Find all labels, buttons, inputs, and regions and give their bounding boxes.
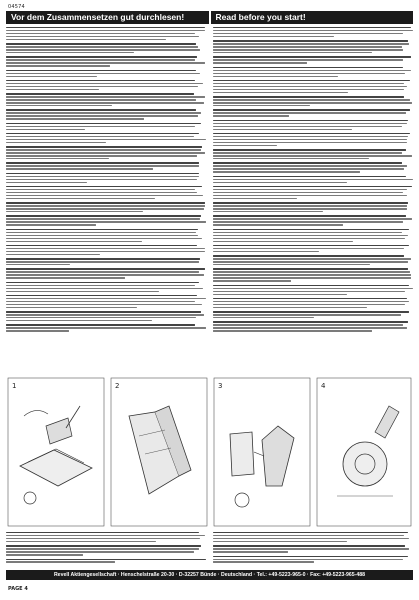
text-line — [6, 176, 199, 177]
text-line — [213, 129, 352, 130]
text-line — [213, 229, 409, 230]
text-line — [6, 186, 202, 187]
text-line — [6, 139, 206, 140]
text-line — [213, 221, 403, 222]
text-line — [6, 298, 206, 299]
text-line — [213, 186, 412, 187]
text-paragraph — [6, 295, 206, 308]
text-line — [6, 224, 96, 225]
text-line — [213, 205, 407, 206]
text-line — [213, 218, 412, 219]
text-line — [213, 238, 405, 239]
text-line — [6, 229, 198, 230]
text-line — [213, 76, 338, 77]
text-line — [213, 56, 411, 57]
text-line — [213, 52, 372, 53]
text-paragraph — [213, 215, 413, 225]
text-line — [213, 556, 408, 557]
text-line — [213, 49, 403, 50]
text-column-right — [213, 27, 413, 372]
text-line — [213, 535, 404, 536]
text-line — [6, 245, 197, 246]
text-line — [213, 202, 408, 203]
text-line — [6, 548, 199, 549]
text-line — [213, 179, 413, 180]
header-bar — [6, 11, 413, 24]
text-paragraph — [213, 67, 413, 77]
text-line — [6, 59, 195, 60]
text-paragraph — [6, 162, 206, 169]
text-paragraph — [6, 123, 206, 130]
text-line — [6, 43, 196, 44]
text-paragraph — [6, 258, 206, 265]
figure-3 — [212, 376, 312, 528]
text-paragraph — [6, 173, 206, 183]
text-line — [6, 205, 205, 206]
text-line — [6, 241, 142, 242]
text-line — [213, 301, 409, 302]
figure-2 — [109, 376, 209, 528]
svg-text:4: 4 — [321, 382, 326, 390]
text-line — [6, 76, 97, 77]
text-line — [213, 321, 408, 322]
text-paragraph — [6, 146, 206, 159]
text-paragraph — [213, 202, 413, 212]
text-line — [213, 532, 408, 533]
text-line — [6, 198, 155, 199]
text-line — [213, 224, 343, 225]
text-line — [213, 165, 407, 166]
text-line — [6, 155, 197, 156]
text-line — [213, 545, 405, 546]
instruction-page — [6, 4, 413, 596]
text-line — [213, 280, 291, 281]
svg-text:3: 3 — [218, 382, 223, 390]
text-line — [213, 538, 409, 539]
text-line — [6, 282, 199, 283]
text-line — [6, 146, 202, 147]
text-line — [6, 133, 199, 134]
text-line — [6, 105, 112, 106]
text-paragraph — [213, 186, 413, 199]
text-line — [6, 173, 199, 174]
text-line — [213, 46, 402, 47]
text-paragraph — [213, 96, 413, 106]
text-line — [6, 314, 204, 315]
text-line — [213, 168, 404, 169]
text-line — [213, 162, 402, 163]
text-line — [213, 291, 405, 292]
text-line — [6, 271, 199, 272]
text-paragraph — [6, 70, 206, 77]
text-line — [6, 192, 197, 193]
text-line — [213, 198, 297, 199]
text-paragraph — [213, 56, 413, 63]
text-line — [213, 271, 410, 272]
text-line — [6, 136, 194, 137]
text-line — [6, 165, 199, 166]
text-line — [6, 218, 200, 219]
text-paragraph — [6, 43, 206, 53]
text-line — [6, 93, 194, 94]
svg-text:1: 1 — [12, 382, 17, 390]
text-line — [213, 268, 408, 269]
text-paragraph — [213, 245, 413, 252]
text-line — [6, 102, 204, 103]
text-line — [6, 561, 115, 562]
text-paragraph — [213, 109, 413, 116]
text-line — [213, 83, 404, 84]
text-line — [6, 261, 199, 262]
text-line — [213, 33, 403, 34]
text-line — [6, 211, 143, 212]
text-line — [6, 304, 202, 305]
text-line — [213, 317, 314, 318]
text-line — [213, 70, 411, 71]
text-line — [213, 152, 402, 153]
text-line — [213, 109, 410, 110]
text-line — [213, 27, 411, 28]
figure-3-drawing — [212, 376, 312, 528]
text-line — [6, 320, 152, 321]
text-line — [6, 535, 205, 536]
text-line — [213, 155, 412, 156]
text-paragraph — [213, 556, 413, 563]
text-paragraph — [213, 162, 413, 172]
text-line — [6, 62, 205, 63]
text-line — [213, 327, 407, 328]
text-line — [6, 324, 195, 325]
text-line — [6, 149, 201, 150]
text-line — [6, 33, 195, 34]
text-paragraph — [213, 176, 413, 183]
text-line — [213, 171, 360, 172]
text-line — [6, 46, 198, 47]
text-line — [6, 80, 195, 81]
text-line — [6, 189, 195, 190]
text-line — [6, 232, 196, 233]
page-number: PAGE 4 — [8, 586, 28, 592]
text-line — [213, 176, 406, 177]
heading-english: Read before you start! — [211, 11, 414, 24]
text-line — [6, 238, 202, 239]
text-line — [6, 251, 205, 252]
text-line — [213, 255, 404, 256]
text-line — [213, 123, 407, 124]
text-line — [213, 248, 404, 249]
text-line — [213, 136, 408, 137]
illustration-strip — [6, 376, 413, 528]
text-line — [213, 86, 407, 87]
text-line — [6, 39, 166, 40]
text-line — [6, 158, 109, 159]
text-line — [213, 115, 289, 116]
text-paragraph — [6, 324, 206, 331]
text-line — [6, 317, 196, 318]
text-line — [6, 215, 201, 216]
text-line — [213, 330, 372, 331]
figure-4 — [315, 376, 413, 528]
text-line — [6, 551, 194, 552]
text-line — [6, 202, 205, 203]
text-line — [6, 99, 196, 100]
text-line — [213, 208, 407, 209]
text-paragraph — [6, 80, 206, 90]
text-line — [6, 258, 200, 259]
text-line — [6, 30, 205, 31]
text-line — [213, 559, 403, 560]
text-line — [6, 291, 159, 292]
text-line — [6, 89, 99, 90]
text-line — [6, 235, 198, 236]
text-line — [6, 96, 205, 97]
text-paragraph — [213, 27, 413, 37]
text-line — [213, 40, 408, 41]
text-line — [213, 102, 412, 103]
text-line — [213, 59, 403, 60]
text-line — [213, 232, 402, 233]
text-line — [213, 120, 408, 121]
text-line — [6, 129, 85, 130]
text-paragraph — [6, 93, 206, 106]
text-line — [6, 126, 195, 127]
text-line — [213, 112, 406, 113]
text-line — [6, 70, 196, 71]
figure-2-drawing — [109, 376, 209, 528]
text-line — [213, 158, 369, 159]
text-line — [213, 62, 307, 63]
figure-1-drawing — [6, 376, 106, 528]
text-paragraph — [213, 285, 413, 295]
text-paragraph — [213, 149, 413, 159]
text-line — [6, 208, 204, 209]
text-line — [213, 149, 406, 150]
text-line — [6, 264, 70, 265]
text-line — [6, 118, 144, 119]
text-line — [213, 182, 347, 183]
text-line — [6, 330, 69, 331]
text-line — [213, 99, 410, 100]
text-line — [213, 80, 410, 81]
text-paragraph — [213, 229, 413, 242]
text-line — [213, 258, 411, 259]
text-paragraph — [6, 559, 206, 563]
text-line — [6, 49, 200, 50]
text-line — [213, 245, 409, 246]
text-line — [213, 96, 404, 97]
text-line — [213, 235, 408, 236]
text-line — [213, 195, 407, 196]
text-line — [6, 112, 201, 113]
notes-right — [213, 532, 413, 566]
text-line — [213, 541, 347, 542]
text-paragraph — [213, 120, 413, 130]
text-paragraph — [6, 56, 206, 66]
text-line — [213, 561, 314, 562]
text-paragraph — [213, 298, 413, 308]
text-line — [6, 285, 195, 286]
text-paragraph — [6, 282, 206, 292]
text-line — [213, 304, 405, 305]
text-paragraph — [6, 229, 206, 242]
heading-german: Vor dem Zusammensetzen gut durchlesen! — [6, 11, 209, 24]
text-paragraph — [6, 545, 206, 555]
text-line — [213, 277, 411, 278]
text-line — [6, 254, 100, 255]
text-line — [6, 221, 206, 222]
text-line — [213, 133, 410, 134]
text-line — [213, 145, 277, 146]
text-line — [213, 251, 319, 252]
svg-text:2: 2 — [115, 382, 120, 390]
figure-1 — [6, 376, 106, 528]
text-line — [6, 268, 205, 269]
text-line — [213, 30, 413, 31]
text-line — [6, 301, 195, 302]
text-line — [213, 274, 411, 275]
text-line — [6, 162, 199, 163]
text-line — [213, 67, 403, 68]
text-line — [213, 311, 409, 312]
text-line — [6, 277, 125, 278]
text-line — [213, 551, 288, 552]
text-line — [6, 115, 198, 116]
text-line — [213, 126, 402, 127]
text-line — [6, 274, 204, 275]
text-line — [6, 52, 134, 53]
text-line — [213, 215, 406, 216]
text-line — [213, 241, 353, 242]
text-line — [213, 261, 408, 262]
text-line — [213, 139, 407, 140]
text-line — [213, 211, 323, 212]
text-column-left — [6, 27, 206, 372]
text-line — [6, 73, 200, 74]
text-line — [6, 182, 87, 183]
text-line — [213, 307, 367, 308]
text-line — [213, 548, 409, 549]
text-line — [213, 89, 404, 90]
text-paragraph — [6, 268, 206, 278]
text-paragraph — [213, 255, 413, 265]
text-line — [213, 264, 370, 265]
text-line — [213, 105, 310, 106]
text-line — [6, 109, 196, 110]
text-line — [6, 142, 106, 143]
text-line — [6, 554, 83, 555]
text-paragraph — [6, 532, 206, 542]
text-line — [6, 532, 199, 533]
text-paragraph — [6, 186, 206, 199]
text-line — [213, 192, 403, 193]
text-line — [6, 545, 201, 546]
text-line — [6, 86, 198, 87]
text-line — [213, 298, 407, 299]
text-line — [6, 541, 156, 542]
text-line — [213, 36, 334, 37]
text-line — [6, 27, 205, 28]
text-line — [6, 248, 205, 249]
text-line — [213, 43, 409, 44]
text-line — [213, 324, 403, 325]
text-line — [6, 559, 206, 560]
text-paragraph — [213, 532, 413, 542]
text-line — [6, 179, 197, 180]
text-line — [213, 73, 405, 74]
text-line — [6, 152, 205, 153]
text-line — [6, 327, 206, 328]
text-line — [213, 92, 348, 93]
text-line — [213, 189, 407, 190]
text-paragraph — [6, 133, 206, 143]
text-line — [6, 36, 199, 37]
figure-4-drawing — [315, 376, 413, 528]
text-paragraph — [213, 545, 413, 552]
text-paragraph — [6, 215, 206, 225]
text-line — [6, 168, 153, 169]
text-line — [6, 65, 110, 66]
text-paragraph — [6, 245, 206, 255]
text-line — [213, 142, 407, 143]
text-paragraph — [213, 321, 413, 331]
text-line — [6, 123, 201, 124]
text-paragraph — [6, 202, 206, 212]
text-line — [6, 195, 203, 196]
text-line — [213, 294, 347, 295]
text-paragraph — [6, 109, 206, 119]
text-line — [6, 295, 197, 296]
text-paragraph — [213, 40, 413, 53]
text-line — [6, 56, 197, 57]
text-paragraph — [6, 27, 206, 40]
text-paragraph — [213, 133, 413, 146]
text-paragraph — [6, 311, 206, 321]
text-line — [6, 83, 203, 84]
text-line — [6, 307, 137, 308]
notes-left — [6, 532, 206, 566]
text-line — [213, 285, 409, 286]
text-line — [6, 288, 203, 289]
text-paragraph — [213, 311, 413, 318]
footer-address-bar: Revell Aktiengesellschaft · Henschelstraße 20-30 · D-32257 Bünde · Deutschland · Tel.: +49-5223-965-0 · Fax: +49-5223-965-488 — [6, 570, 413, 580]
text-line — [6, 538, 200, 539]
text-paragraph — [213, 80, 413, 93]
text-line — [6, 311, 201, 312]
text-line — [213, 314, 401, 315]
text-line — [213, 288, 413, 289]
document-code: 04574 — [8, 4, 25, 10]
text-paragraph — [213, 268, 413, 281]
